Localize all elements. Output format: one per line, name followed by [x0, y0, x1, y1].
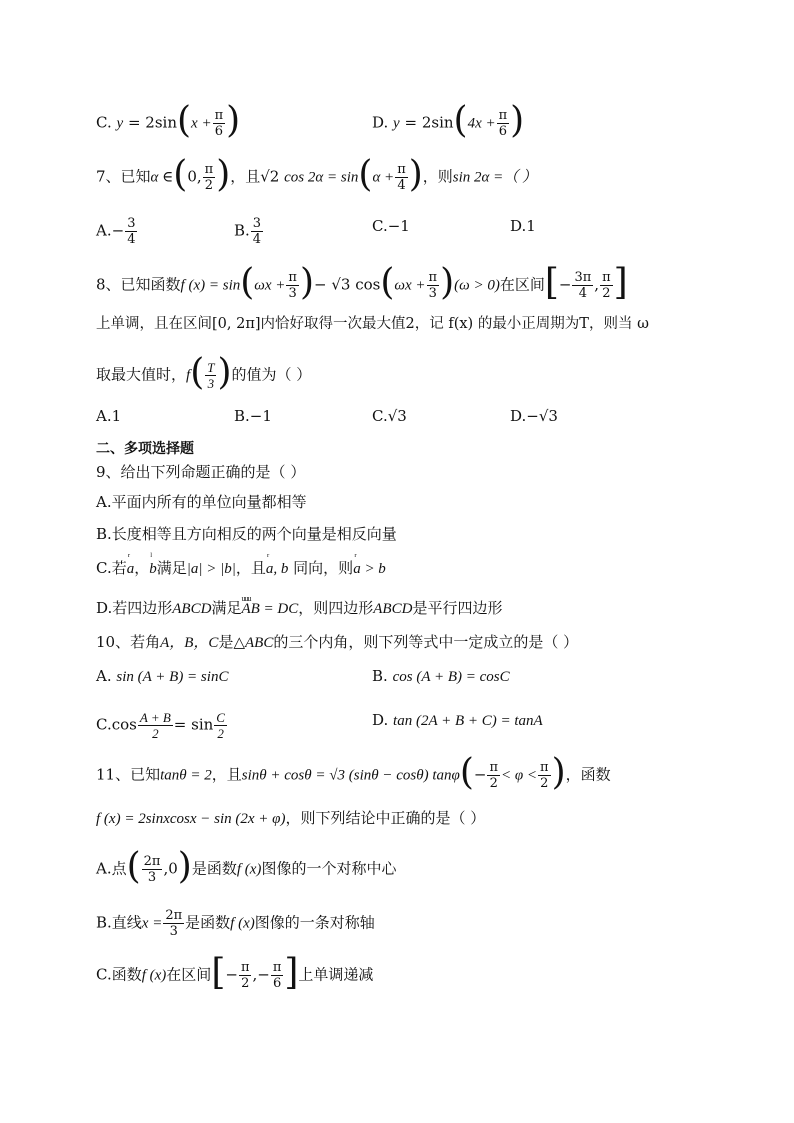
fraction: $\frac{\pi}{2}$ — [204, 162, 214, 193]
math-expr: α + — [372, 169, 395, 186]
question-text: 的三个内角，则下列等式中一定成立的是（ ） — [273, 633, 579, 651]
math-var: y — [116, 115, 124, 132]
option-label: D. — [510, 217, 527, 235]
q8-stem-line2: 上单调，且在区间[0, 2π]内恰好取得一次最大值2，记 f(x) 的最小正周期为T，则当 ω — [96, 316, 649, 332]
option-label: A. — [96, 667, 112, 685]
math-var: ABCD — [373, 601, 413, 617]
math-expr: 4x + — [467, 115, 496, 132]
math-expr: tanθ = 2 — [160, 767, 212, 784]
option-value: √3 — [387, 407, 407, 425]
fraction: $\frac{\pi}{2}$ — [602, 270, 611, 301]
q7-option-a — [96, 216, 138, 247]
math-expr: cos — [111, 715, 137, 734]
fraction: $\frac{\pi}{2}$ — [240, 960, 250, 991]
question-text: 取最大值时， — [96, 365, 187, 384]
fraction: $\frac{2\pi}{3}$ — [143, 854, 161, 885]
q8-option-d — [510, 406, 558, 426]
option-text: 是函数 — [185, 913, 231, 932]
vector-b: ˡ b — [149, 559, 157, 579]
fraction: $\frac{C}{2}$ — [216, 710, 225, 741]
q11-option-a: A.点( $\frac{2\pi}{3}$ ,0)是函数f (x)图像的一个对称中心 — [96, 845, 397, 887]
option-text: C.若 — [96, 559, 127, 577]
math-expr: sin 2α =（ ） — [452, 169, 538, 186]
fraction: $\frac{A + B}{2}$ — [139, 710, 171, 741]
math-expr: √2 — [260, 167, 280, 186]
fraction: $\frac{\pi}{3}$ — [288, 270, 297, 301]
math-expr: cos 2α = sin — [284, 169, 359, 186]
question-text: ，函数 — [565, 765, 611, 784]
question-text: ，且 — [211, 765, 242, 784]
option-label: D. — [372, 113, 389, 132]
q9-stem: 9、给出下列命题正确的是（ ） — [96, 463, 306, 481]
question-text: ，则 — [422, 167, 453, 186]
option-label: D. — [510, 407, 527, 425]
math-expr: (ω > 0) — [454, 277, 500, 294]
q8-stem-line3: 取最大值时，f( $\frac{T}{3}$ )的值为（ ） — [96, 351, 312, 393]
q10-option-c — [96, 710, 228, 741]
option-label: C. — [372, 407, 388, 425]
q8-stem-line1: 8、已知函数f (x) = sin(ωx + $\frac{\pi}{3}$ )− √3 cos(ωx + $\frac{\pi}{3}$ )(ω > 0)在区间[− $\frac{3\pi}{4}$ , $\frac{\pi}{2}$ ] — [96, 261, 628, 303]
q6-option-c: C. y = 2sin(x + $\frac{\pi}{6}$ ) — [96, 99, 241, 141]
option-text: 是平行四边形 — [412, 599, 503, 617]
q8-option-a — [96, 406, 121, 426]
math-expr: α ∈ — [150, 169, 174, 186]
question-text: ，则下列结论中正确的是（ ） — [285, 809, 486, 827]
math-expr: < φ < — [500, 767, 538, 784]
math-expr: ,0 — [163, 859, 178, 878]
q9-option-b: B.长度相等且方向相反的两个向量是相反向量 — [96, 525, 397, 543]
option-label: D. — [372, 711, 389, 729]
fraction: $\frac{3}{4}$ — [127, 216, 136, 247]
question-text: 11、已知 — [96, 765, 161, 784]
q10-option-b — [372, 666, 510, 687]
fraction: $\frac{\pi}{4}$ — [397, 162, 406, 193]
math-expr: ʳ a > b — [353, 559, 386, 579]
math-expr: ωx + — [394, 277, 426, 294]
option-label: A. — [96, 221, 112, 240]
math-expr: = 2sin — [404, 113, 454, 132]
option-text: 在区间 — [166, 965, 212, 984]
math-var: ABCD — [172, 601, 212, 617]
math-expr: f (x) = sin — [180, 277, 241, 294]
question-text: 10、若角 — [96, 633, 161, 651]
q9-option-c — [96, 558, 386, 579]
option-text: 图像的一个对称中心 — [261, 859, 397, 878]
math-expr: = 2sin — [127, 113, 177, 132]
math-expr: A，B，C — [160, 635, 219, 651]
q10-option-a — [96, 666, 228, 687]
option-text: 是函数 — [191, 859, 237, 878]
option-label: C. — [372, 217, 388, 235]
q6-option-d: D. y = 2sin(4x + $\frac{\pi}{6}$ ) — [372, 99, 525, 141]
q8-option-b — [234, 406, 272, 426]
q7-option-c — [372, 216, 410, 236]
option-value: 1 — [526, 217, 536, 235]
question-text: 的值为（ ） — [231, 365, 312, 384]
option-text: ，则四边形 — [298, 599, 374, 617]
fraction: $\frac{3}{4}$ — [252, 216, 262, 247]
option-text: D.若四边形 — [96, 599, 173, 617]
q11-option-b — [96, 908, 375, 939]
option-text: 满足 — [156, 559, 187, 577]
option-value: 1 — [111, 407, 122, 425]
q9-option-a: A.平面内所有的单位向量都相等 — [96, 493, 307, 511]
math-expr: tan (2A + B + C) = tanA — [393, 713, 543, 729]
q7-option-b — [234, 216, 264, 247]
q9-option-d — [96, 598, 502, 619]
option-label: B. — [234, 221, 250, 240]
fraction: $\frac{\pi}{3}$ — [428, 270, 438, 301]
q11-stem-line1: 11、已知tanθ = 2，且sinθ + cosθ = √3 (sinθ − cosθ) tanφ(− $\frac{\pi}{2}$ < φ < $\frac{\pi}{2}$ )，函数 — [96, 751, 611, 793]
math-expr: x = — [141, 915, 163, 932]
math-var: y — [393, 115, 400, 132]
math-var: f — [186, 367, 191, 384]
math-expr: |a| > |b| — [186, 561, 236, 577]
fraction: $\frac{3\pi}{4}$ — [574, 270, 592, 301]
math-expr: cos (A + B) = cosC — [392, 669, 510, 685]
option-text: ，且 — [235, 559, 266, 577]
q10-stem — [96, 632, 578, 653]
option-label: B. — [372, 667, 388, 685]
option-text: B.直线 — [96, 913, 142, 932]
math-expr: ωx + — [254, 277, 286, 294]
math-expr: x + — [191, 115, 212, 132]
fraction: $\frac{T}{3}$ — [207, 360, 215, 391]
question-text: 7、已知 — [96, 167, 151, 186]
vector-a: ʳ a — [127, 559, 135, 579]
option-text: ， — [134, 559, 150, 577]
section-heading: 二、多项选择题 — [96, 441, 194, 457]
math-expr: = sin — [173, 715, 214, 734]
q11-stem-line2 — [96, 808, 485, 829]
fraction: $\frac{2\pi}{3}$ — [165, 908, 183, 939]
q7-option-d — [510, 216, 536, 236]
option-text: A.点 — [96, 859, 127, 878]
question-text: 是 — [218, 633, 234, 651]
option-label: C. — [96, 715, 112, 734]
math-expr: f (x) = 2sinxcosx − sin (2x + φ) — [96, 811, 286, 827]
question-text: 在区间 — [499, 275, 545, 294]
math-expr: f (x) — [230, 915, 255, 932]
option-text: 同向，则 — [293, 559, 354, 577]
q8-option-c — [372, 406, 407, 426]
question-text: 8、已知函数 — [96, 275, 181, 294]
question-text: ，且 — [230, 167, 261, 186]
option-label: C. — [96, 113, 112, 132]
fraction: $\frac{\pi}{2}$ — [540, 760, 549, 791]
math-expr: − √3 cos — [314, 275, 381, 294]
math-expr: f (x) — [141, 967, 167, 984]
q7-stem: 7、已知α ∈(0, $\frac{\pi}{2}$ )，且√2 cos 2α = sin(α + $\frac{\pi}{4}$ )，则sin 2α =（ ） — [96, 153, 538, 195]
math-expr: ʳ a, b — [266, 559, 289, 579]
fraction: $\frac{\pi}{6}$ — [214, 108, 224, 139]
math-expr: sinθ + cosθ = √3 (sinθ − cosθ) tanφ — [241, 767, 460, 784]
math-expr: 0, — [187, 167, 202, 186]
math-expr: uuu AB = DC — [241, 599, 298, 619]
option-text: 满足 — [211, 599, 242, 617]
math-expr: f (x) — [236, 861, 262, 878]
option-label: B. — [234, 407, 250, 425]
option-label: A. — [96, 407, 112, 425]
math-sign: − — [111, 221, 125, 240]
q11-option-c: C.函数f (x)在区间[− $\frac{\pi}{2}$ ,− $\frac{\pi}{6}$ ]上单调递减 — [96, 951, 374, 993]
option-text: 上单调递减 — [298, 965, 374, 984]
option-value: −1 — [249, 407, 272, 425]
fraction: $\frac{\pi}{6}$ — [272, 960, 282, 991]
option-text: C.函数 — [96, 965, 142, 984]
fraction: $\frac{\pi}{2}$ — [489, 760, 498, 791]
option-value: −√3 — [526, 407, 558, 425]
option-value: −1 — [387, 217, 410, 235]
q10-option-d — [372, 710, 543, 731]
math-expr: △ABC — [233, 635, 274, 651]
fraction: $\frac{\pi}{6}$ — [498, 108, 508, 139]
option-text: 图像的一条对称轴 — [254, 913, 375, 932]
math-expr: sin (A + B) = sinC — [116, 669, 229, 685]
